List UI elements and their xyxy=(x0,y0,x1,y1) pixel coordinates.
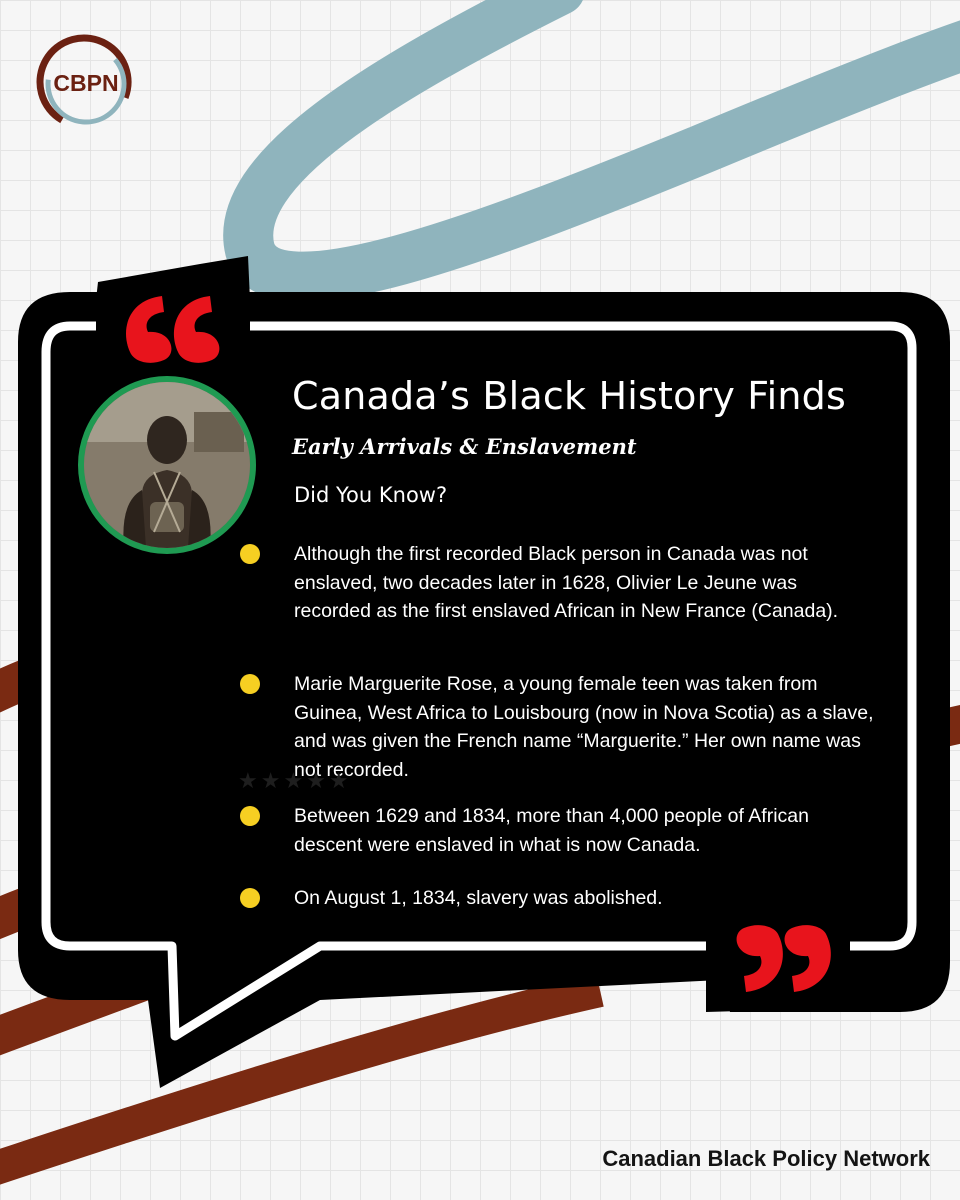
card-subtitle: Early Arrivals & Enslavement xyxy=(292,434,637,459)
footer-organization-name: Canadian Black Policy Network xyxy=(602,1146,930,1171)
portrait-illustration xyxy=(84,382,250,548)
did-you-know-heading: Did You Know? xyxy=(294,483,448,507)
portrait-avatar xyxy=(78,376,256,554)
fact-item: Between 1629 and 1834, more than 4,000 people of African descent were enslaved in what is now Canada. xyxy=(294,805,809,856)
bullet-dot-icon xyxy=(240,544,260,564)
card-title: Canada’s Black History Finds xyxy=(292,374,846,418)
logo-text: CBPN xyxy=(53,70,119,96)
quote-tab-top xyxy=(96,256,250,300)
decorative-stars: ★★★★★ xyxy=(238,768,352,793)
blue-swoosh xyxy=(248,0,960,277)
fact-item: On August 1, 1834, slavery was abolished. xyxy=(294,887,663,909)
bullet-dot-icon xyxy=(240,806,260,826)
fact-item: Although the first recorded Black person in Canada was not enslaved, two decades later in 1628, Olivier Le Jeune was recorded as the first enslaved African in New France (Canada). xyxy=(294,543,839,622)
bullet-dot-icon xyxy=(240,888,260,908)
fact-item: Marie Marguerite Rose, a young female teen was taken from Guinea, West Africa to Louisbourg (now in Nova Scotia) as a slave, and was given the French name “Marguerite.” Her own name was not recorded. xyxy=(294,673,874,781)
bullet-dot-icon xyxy=(240,674,260,694)
